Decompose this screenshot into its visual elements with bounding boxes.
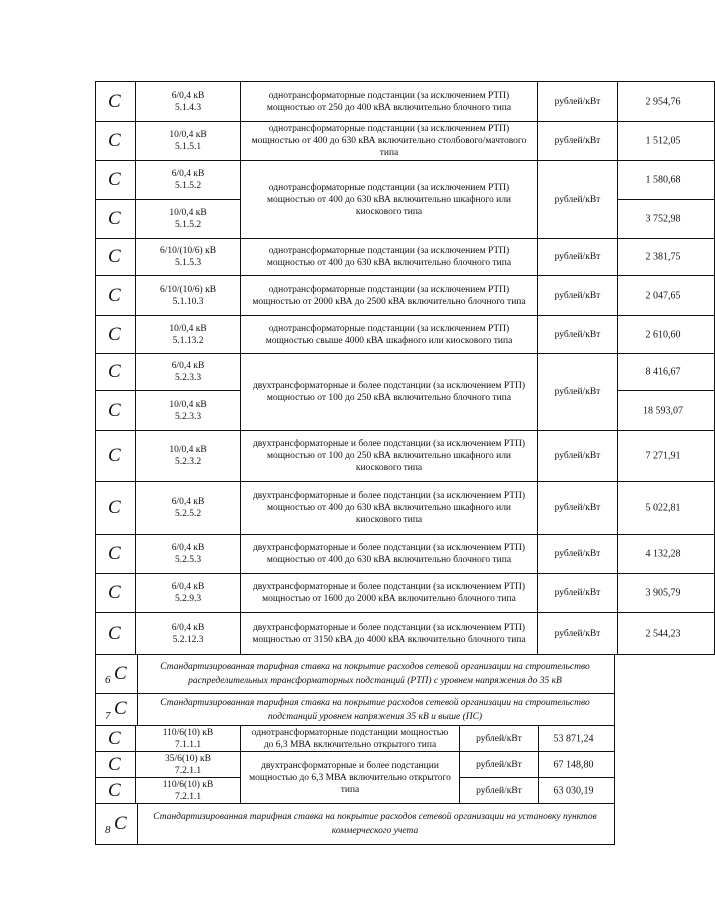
item-code: 5.2.3.3 xyxy=(174,373,202,383)
description: двухтрансформаторные и более подстанции (за исключением РТП) мощностью от 400 до 630 кВА включительно блочного типа xyxy=(252,543,526,565)
description: двухтрансформаторные и более подстанции (за исключением РТП) мощностью от 400 до 630 кВА включительно шкафного или киоскового типа xyxy=(252,491,526,525)
rate-symbol: C xyxy=(108,622,121,644)
description: однотрансформаторные подстанции (за исключением РТП) мощностью от 2000 кВА до 2500 кВА включительно блочного типа xyxy=(252,284,526,307)
rate-symbol: C xyxy=(108,90,121,112)
description: однотрансформаторные подстанции мощностью до 6,3 МВА включительно открытого типа xyxy=(251,727,449,750)
item-code: 7.1.1.1 xyxy=(174,739,202,750)
voltage-label: 110/6(10) кВ xyxy=(162,727,214,738)
item-code: 5.1.5.3 xyxy=(174,258,202,268)
unit: рублей/кВт xyxy=(554,329,601,340)
item-code: 5.2.3.2 xyxy=(174,457,202,467)
voltage-label: 35/6(10) кВ xyxy=(164,753,212,764)
merged-cells xyxy=(95,160,615,239)
item-code: 5.2.5.3 xyxy=(174,555,202,565)
item-code: 5.1.5.2 xyxy=(174,181,202,191)
item-code: 5.1.5.1 xyxy=(174,142,202,152)
description: двухтрансформаторные и более подстанции (за исключением РТП) мощностью от 100 до 250 кВА включительно шкафного или киоскового типа xyxy=(252,439,526,473)
rate-symbol: C xyxy=(108,779,121,801)
value: 18 593,07 xyxy=(643,405,683,416)
section-header-c6 xyxy=(95,654,615,694)
rate-symbol: C xyxy=(108,130,121,151)
item-code: 5.2.12.3 xyxy=(172,634,204,645)
item-code: 5.1.13.2 xyxy=(172,335,204,346)
rate-symbol: C xyxy=(108,246,121,267)
section-description: Стандартизированная тарифная ставка на покрытие расходов сетевой организации на строительство подстанций уровнем напряжения 35 кВ и выше (ПС) xyxy=(160,697,590,722)
value: 67 148,80 xyxy=(553,759,594,770)
voltage-label: 10/0,4 кВ xyxy=(169,399,207,410)
value: 5 022,81 xyxy=(645,502,681,514)
rate-symbol: C xyxy=(108,323,121,345)
value: 3 752,98 xyxy=(645,213,681,225)
unit: рублей/кВт xyxy=(476,733,522,744)
unit: рублей/кВт xyxy=(554,588,601,598)
rate-symbol: C xyxy=(108,399,121,421)
table-row xyxy=(95,725,615,752)
voltage-label: 6/0,4 кВ xyxy=(171,169,205,179)
rate-symbol: C $_7$ xyxy=(105,698,127,722)
rate-symbol: C xyxy=(108,361,121,382)
table-row xyxy=(95,315,681,354)
description: двухтрансформаторные и более подстанции (за исключением РТП) мощностью от 3150 кВА до 4000 кВА включительно блочного типа xyxy=(252,622,526,645)
description: однотрансформаторные подстанции (за исключением РТП) мощностью от 400 до 630 кВА включительно шкафного или киоскового типа xyxy=(266,182,512,217)
rate-symbol: C xyxy=(108,497,121,518)
voltage-label: 110/6(10) кВ xyxy=(162,779,214,790)
value: 2 954,76 xyxy=(645,96,681,107)
value: 1 512,05 xyxy=(645,135,681,147)
rate-symbol: C xyxy=(108,582,121,603)
value: 4 132,28 xyxy=(645,548,681,560)
value: 8 416,67 xyxy=(645,366,681,378)
item-code: 5.2.5.2 xyxy=(174,509,202,519)
rate-symbol: C $_6$ xyxy=(105,662,127,686)
value: 7 271,91 xyxy=(645,450,681,462)
item-code: 7.2.1.1 xyxy=(174,791,202,802)
rate-symbol: C xyxy=(108,284,121,306)
value: 63 030,19 xyxy=(553,785,594,796)
description: двухтрансформаторные и более подстанции мощностью до 6,3 МВА включительно открытого типа xyxy=(249,760,451,795)
unit: рублей/кВт xyxy=(554,387,601,397)
table-row xyxy=(95,534,681,574)
rate-symbol: C xyxy=(108,208,121,229)
value: 1 580,68 xyxy=(645,174,681,186)
table-row xyxy=(95,573,681,613)
unit: рублей/кВт xyxy=(554,136,601,146)
item-code: 5.1.5.2 xyxy=(174,220,202,230)
table-row xyxy=(95,481,681,535)
voltage-label: 10/0,4 кВ xyxy=(169,208,207,218)
unit: рублей/кВт xyxy=(554,96,601,107)
description: однотрансформаторные подстанции (за исключением РТП) мощностью от 250 до 400 кВА включительно блочного типа xyxy=(266,90,512,113)
rate-symbol: C xyxy=(108,543,121,564)
unit: рублей/кВт xyxy=(554,290,601,301)
voltage-label: 10/0,4 кВ xyxy=(169,445,207,455)
section-header-c7 xyxy=(95,693,615,726)
table-row xyxy=(95,121,681,161)
value: 2 047,65 xyxy=(645,290,681,301)
voltage-label: 6/0,4 кВ xyxy=(171,543,205,553)
unit: рублей/кВт xyxy=(554,503,601,513)
voltage-label: 6/0,4 кВ xyxy=(171,90,205,101)
value: 2 544,23 xyxy=(645,628,681,639)
description: однотрансформаторные подстанции (за исключением РТП) мощностью свыше 4000 кВА шкафного или киоскового типа xyxy=(265,323,513,346)
rate-symbol: C xyxy=(108,169,121,190)
voltage-label: 6/10/(10/6) кВ xyxy=(159,284,217,295)
table-row xyxy=(95,238,681,276)
rate-symbol: C xyxy=(108,727,121,749)
rate-symbol: C xyxy=(108,753,121,775)
description: двухтрансформаторные и более подстанции (за исключением РТП) мощностью от 1600 до 2000 кВА включительно блочного типа xyxy=(252,582,526,604)
voltage-label: 6/0,4 кВ xyxy=(171,361,205,371)
table-row xyxy=(95,612,681,655)
rate-symbol: C xyxy=(108,445,121,466)
item-code: 5.1.4.3 xyxy=(174,102,202,113)
table-row xyxy=(95,430,681,482)
description: однотрансформаторные подстанции (за исключением РТП) мощностью от 400 до 630 кВА включительно столбового/мачтового типа xyxy=(251,124,527,158)
item-code: 5.2.3.3 xyxy=(174,411,202,422)
voltage-label: 10/0,4 кВ xyxy=(169,130,207,140)
rate-symbol: C $_8$ xyxy=(105,812,127,836)
item-code: 7.2.1.1 xyxy=(174,765,202,776)
table-row xyxy=(95,81,681,122)
value: 2 381,75 xyxy=(645,251,681,263)
item-code: 5.2.9.3 xyxy=(174,594,202,604)
value: 53 871,24 xyxy=(553,733,594,744)
unit: рублей/кВт xyxy=(554,252,601,262)
value: 3 905,79 xyxy=(645,587,681,599)
unit: рублей/кВт xyxy=(554,549,601,559)
section-description: Стандартизированная тарифная ставка на покрытие расходов сетевой организации на строительство распределительных трансформаторных подстанций (РТП) с уровнем напряжения до 35 кВ xyxy=(160,662,590,686)
voltage-label: 6/10/(10/6) кВ xyxy=(159,246,217,256)
merged-cells xyxy=(95,751,615,804)
unit: рублей/кВт xyxy=(476,785,522,796)
description: двухтрансформаторные и более подстанции (за исключением РТП) мощностью от 100 до 250 кВА включительно блочного типа xyxy=(252,381,526,403)
voltage-label: 6/0,4 кВ xyxy=(171,582,205,592)
value: 2 610,60 xyxy=(645,329,681,340)
unit: рублей/кВт xyxy=(554,451,601,461)
voltage-label: 6/0,4 кВ xyxy=(171,497,205,507)
section-header-c8 xyxy=(95,803,615,845)
voltage-label: 6/0,4 кВ xyxy=(171,622,205,633)
section-description: Стандартизированная тарифная ставка на покрытие расходов сетевой организации на установку пунктов коммерческого учета xyxy=(153,812,597,836)
item-code: 5.1.10.3 xyxy=(172,296,204,307)
description: однотрансформаторные подстанции (за исключением РТП) мощностью от 400 до 630 кВА включительно блочного типа xyxy=(266,246,512,268)
unit: рублей/кВт xyxy=(476,759,522,770)
table-row xyxy=(95,275,681,316)
unit: рублей/кВт xyxy=(554,628,601,639)
voltage-label: 10/0,4 кВ xyxy=(169,323,207,334)
merged-cells xyxy=(95,353,615,431)
unit: рублей/кВт xyxy=(554,194,601,205)
